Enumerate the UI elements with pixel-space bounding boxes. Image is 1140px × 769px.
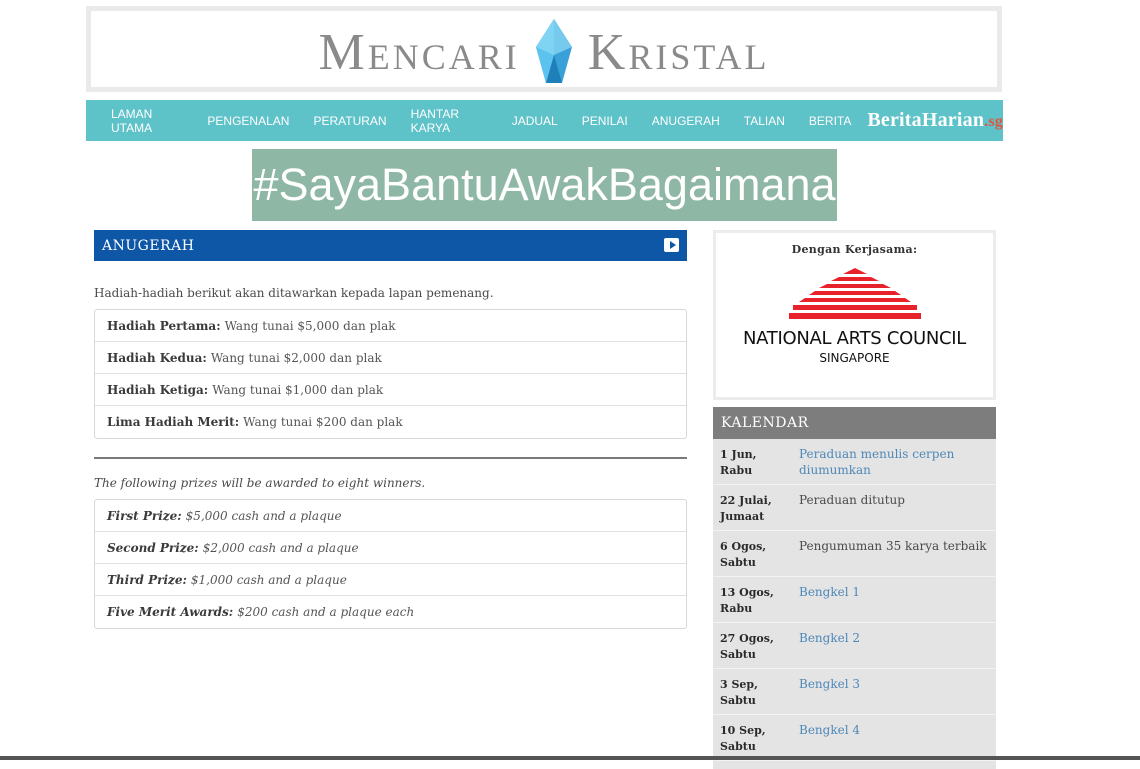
calendar-date: 10 Sep, Sabtu: [720, 724, 766, 753]
hashtag-banner[interactable]: #SayaBantuAwakBagaimana: [252, 149, 837, 221]
calendar-row: [713, 439, 996, 485]
calendar-event: Peraduan ditutup: [799, 493, 905, 507]
prize-label: Second Prize:: [107, 540, 199, 555]
calendar-header: KALENDAR: [713, 407, 996, 439]
national-arts-council-logo[interactable]: [789, 268, 921, 320]
calendar-date: 13 Ogos, Rabu: [720, 586, 774, 615]
nav-item-jadual[interactable]: JADUAL: [511, 113, 558, 128]
partner-title: Dengan Kerjasama:: [791, 243, 918, 256]
calendar-row: [713, 715, 996, 761]
prize-row: [95, 374, 686, 406]
calendar-row: [713, 485, 996, 531]
section-header-anugerah: [94, 230, 687, 261]
partner-name: NATIONAL ARTS COUNCIL: [742, 328, 967, 349]
blue-crystal-icon: [532, 17, 576, 87]
nav-item-penilai[interactable]: PENILAI: [581, 113, 628, 128]
prize-label: Hadiah Kedua:: [107, 350, 207, 365]
prize-value: Wang tunai $5,000 dan plak: [224, 318, 396, 333]
prize-row: [95, 596, 686, 628]
calendar-event-link[interactable]: Bengkel 1: [799, 585, 860, 599]
nav-item-peraturan[interactable]: PERATURAN: [313, 113, 387, 128]
prize-label: Five Merit Awards:: [107, 605, 234, 619]
calendar-date: 27 Ogos, Sabtu: [720, 632, 774, 661]
arrow-right-icon[interactable]: [664, 238, 679, 252]
prize-label: Hadiah Pertama:: [107, 318, 221, 333]
prize-row: [95, 500, 686, 532]
section-divider: [94, 457, 687, 459]
calendar-date: 22 Julai, Jumaat: [720, 494, 772, 523]
calendar-date: 1 Jun, Rabu: [720, 448, 757, 477]
calendar-event-link[interactable]: Peraduan menulis cerpen diumumkan: [799, 447, 955, 477]
partner-box: [713, 230, 996, 400]
prize-value: $5,000 cash and a plaque: [185, 508, 342, 523]
site-header: [86, 6, 1002, 92]
prize-list-malay: [94, 309, 687, 439]
prize-value: $2,000 cash and a plaque: [202, 540, 359, 555]
calendar-event-link[interactable]: Bengkel 3: [799, 677, 860, 691]
nav-item-hantar-karya[interactable]: HANTAR KARYA: [410, 106, 460, 135]
main-nav: [86, 100, 1003, 141]
section-title: ANUGERAH: [102, 237, 195, 254]
prize-row: [95, 310, 686, 342]
prize-value: $1,000 cash and a plaque: [190, 572, 347, 587]
site-logo[interactable]: [91, 17, 997, 87]
calendar-event-link[interactable]: Bengkel 4: [799, 723, 860, 737]
prize-value: Wang tunai $200 dan plak: [243, 415, 403, 429]
nav-item-anugerah[interactable]: ANUGERAH: [651, 113, 720, 128]
nav-item-pengenalan[interactable]: PENGENALAN: [207, 113, 290, 128]
nav-item-talian[interactable]: TALIAN: [743, 113, 785, 128]
calendar-event: Pengumuman 35 karya terbaik: [799, 539, 987, 553]
prize-label: Lima Hadiah Merit:: [107, 415, 240, 429]
prizes-intro-malay: Hadiah-hadiah berikut akan ditawarkan kepada lapan pemenang.: [94, 286, 494, 300]
calendar-date: 3 Sep, Sabtu: [720, 678, 758, 707]
nav-item-berita[interactable]: BERITA: [808, 113, 852, 128]
prize-value: $200 cash and a plaque each: [237, 605, 415, 619]
prize-row: [95, 342, 686, 374]
nav-item-laman-utama[interactable]: LAMAN UTAMA: [111, 106, 153, 135]
logo-word-mencari: MENCARI: [318, 23, 520, 81]
calendar-row: [713, 577, 996, 623]
prize-row: [95, 532, 686, 564]
calendar-row: [713, 531, 996, 577]
prize-label: Hadiah Ketiga:: [107, 382, 209, 397]
logo-word-kristal: KRISTAL: [587, 23, 770, 81]
calendar-row: [713, 669, 996, 715]
prize-label: First Prize:: [107, 508, 182, 523]
prizes-intro-english: The following prizes will be awarded to eight winners.: [94, 476, 426, 490]
prize-row: [95, 406, 686, 438]
partner-subtitle: SINGAPORE: [819, 351, 890, 365]
bottom-edge: [0, 756, 1140, 760]
calendar-event-link[interactable]: Bengkel 2: [799, 631, 860, 645]
calendar-row: [713, 623, 996, 669]
calendar-list: [713, 439, 996, 769]
prize-list-english: [94, 499, 687, 629]
prize-row: [95, 564, 686, 596]
beritaharian-logo-link[interactable]: BeritaHarian.sg: [867, 109, 1003, 131]
calendar-date: 6 Ogos, Sabtu: [720, 540, 767, 569]
prize-label: Third Prize:: [107, 572, 187, 587]
prize-value: Wang tunai $2,000 dan plak: [210, 350, 382, 365]
prize-value: Wang tunai $1,000 dan plak: [212, 382, 384, 397]
